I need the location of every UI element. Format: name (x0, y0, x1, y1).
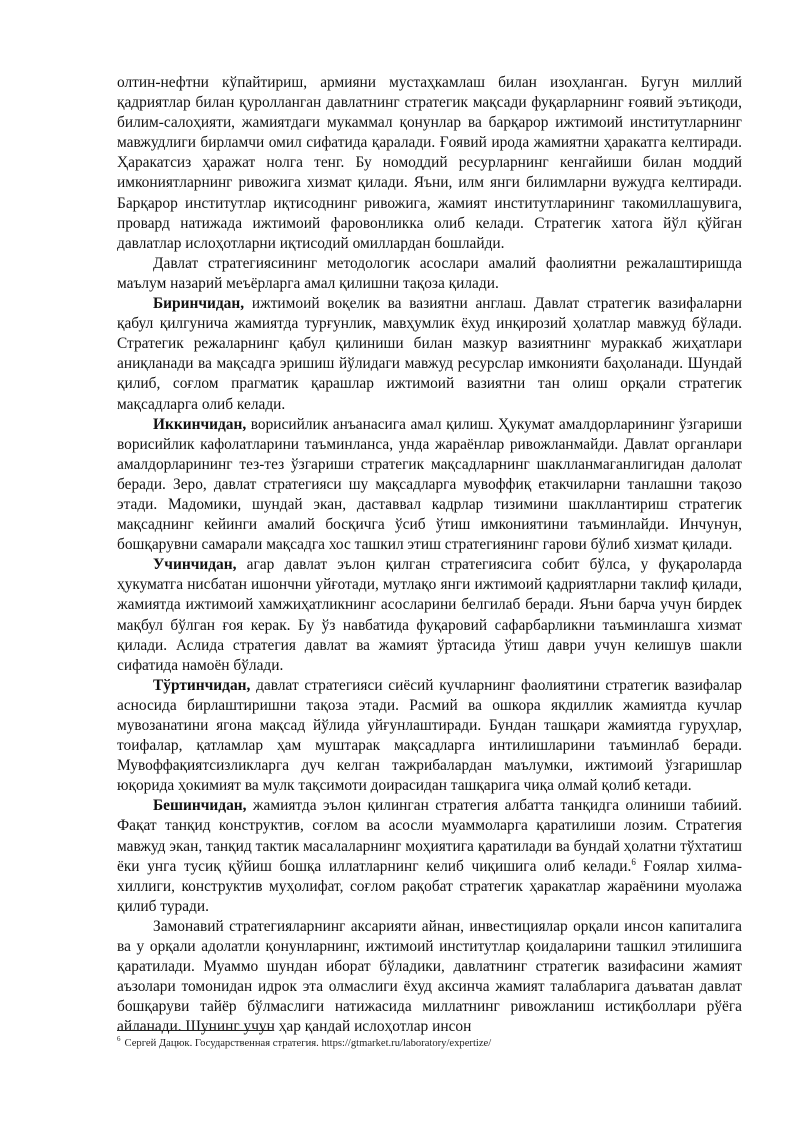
paragraph-text: жамиятда эълон қилинган стратегия албатта танқидга олиниши табиий. Фақат танқид конструктив, соғлом ва асосли муаммоларга қаратилиши лозим. Стратегия мавжуд экан, танқид тактик масалаларнинг моҳиятига қаратилади ва бундай ҳолатни тўхтатиш ёки унга тусиқ қўйиш бошқа иллатларнинг келиб чиқишига олиб келади. (117, 797, 742, 875)
paragraph-fourth (117, 676, 742, 797)
paragraph-lead: Биринчидан, (153, 295, 245, 313)
paragraph-lead: Бешинчидан, (153, 797, 247, 815)
footnote-separator (117, 1030, 272, 1031)
footnote-mark: 6 (117, 1035, 121, 1044)
paragraph-lead: Иккинчидан, (153, 415, 247, 433)
paragraph-text: давлат стратегияси сиёсий кучларнинг фаолиятини стратегик вазифалар асносида бирлаштиришни тақоза этади. Расмий ва ошкора якдиллик жамиятда кучлар мувозанатини ягона мақсад йўлида уйғунлаштиради. Бундан ташқари жамиятда гуруҳлар, тоифалар, қатламлар ҳам муштарак мақсадларга интилишларини таъминлаб беради. Мувоффақиятсизликларга дуч келган тажрибалардан маълумки, ижтимоий ўзгаришлар юқорида ҳокимият ва мулк тақсимоти доирасидан ташқарига чиқа олмай қолиб кетади. (117, 676, 742, 795)
footnote-reference[interactable]: 6 (631, 856, 636, 867)
paragraph-lead: Учинчидан, (153, 556, 237, 574)
body-text (117, 73, 742, 1038)
paragraph-8 (117, 917, 742, 1038)
paragraph-text-after-footnote: Ғоялар хилма-хиллиги, конструктив муҳолифат, соғлом рақобат стратегик ҳаракатлар жараёнини муолажа қилиб туради. (117, 857, 743, 915)
paragraph-2 (117, 254, 742, 294)
paragraph-1 (117, 73, 742, 254)
paragraph-text: Давлат стратегиясининг методологик асослари амалий фаолиятни режалаштиришда маълум назарий меъёрларга амал қилишни тақоза қилади. (117, 254, 742, 292)
paragraph-text: агар давлат эълон қилган стратегиясига собит бўлса, у фуқароларда ҳукуматга нисбатан ишончни уйғотади, мутлақо янги ижтимоий қадриятларни таклиф қилади, жамиятда ижтимоий хамжиҳатликнинг асосларини белгилаб беради. Яъни барча учун бирдек мақбул бўлган ғоя керак. Бу ўз навбатида фуқаровий сафарбарликни таъминлашга хизмат қилади. Аслида стратегия давлат ва жамият ўртасида ўтиш даври учун келишув шакли сифатида намоён бўлади. (117, 556, 742, 674)
paragraph-lead: Тўртинчидан, (153, 676, 251, 694)
paragraph-text: ворисийлик анъанасига амал қилиш. Ҳукумат амалдорларининг ўзгариши ворисийлик кафолатларини таъминланса, унда жараёнлар ривожланмайди. Давлат органлари амалдорларининг тез-тез ўзгариши стратегик мақсадларнинг шаклланмаганлигидан далолат беради. Зеро, давлат стратегияси шу мақсадларга мувоффиқ етакчиларни танлашни тақозо этади. Мадомики, шундай экан, даставвал кадрлар тизимини шакллантириш стратегик мақсаднинг кейинги амалий босқичга ўсиб ўтиш имкониятини таъминлайди. Инчунун, бошқарувни самарали мақсадга хос ташкил этиш стратегиянинг гарови бўлиб хизмат қилади. (117, 415, 742, 554)
paragraph-first (117, 294, 742, 415)
paragraph-fifth (117, 796, 742, 917)
footnote (117, 1037, 742, 1051)
footnote-text: Сергей Дацюк. Государственная стратегия. https://gtmarket.ru/laboratory/expertize/ (124, 1038, 492, 1049)
paragraph-third (117, 555, 742, 676)
paragraph-text: ижтимоий воқелик ва вазиятни англаш. Давлат стратегик вазифаларни қабул қилгунича жамиятда турғунлик, мавҳумлик ёхуд инқирозий ҳолатлар мавжуд бўлади. Стратегик режаларнинг қабул қилиниши билан мазкур вазиятнинг мураккаб жиҳатлари аниқланади ва мақсадга эришиш йўлидаги мавжуд ресурслар имконияти баҳоланади. Шундай қилиб, соғлом прагматик қарашлар ижтимоий вазиятни тан олиш орқали стратегик мақсадларга олиб келади. (117, 295, 742, 413)
paragraph-text: олтин-нефтни кўпайтириш, армияни мустаҳкамлаш билан изоҳланган. Бугун миллий қадриятлар билан қуролланган давлатнинг стратегик мақсади фуқарларнинг ғоявий эътиқоди, билим-салоҳияти, жамиятдаги мукаммал қонунлар ва барқарор ижтимоий институтларнинг мавжудлиги бирламчи омил сифатида қаралади. Ғоявий ирода жамиятни ҳаракатга келтиради. Ҳаракатсиз ҳаражат нолга тенг. Бу номоддий ресурларнинг кенгайиши билан моддий имкониятларнинг ривожига хизмат қилади. Яъни, илм янги билимларни вужудга келтиради. Барқарор институтлар иқтисоднинг ривожига, жамият институтларининг такомиллашувига, провард натижада ижтимоий фаровонликка олиб келади. Стратегик хатога йўл қўйган давлатлар ислоҳотларни иқтисодий омиллардан бошлайди. (117, 74, 742, 252)
paragraph-second (117, 415, 742, 556)
paragraph-text: Замонавий стратегияларнинг аксарияти айнан, инвестициялар орқали инсон капиталига ва у орқали адолатли қонунларнинг, ижтимоий институтлар қоидаларини ташкил этилишига қаратилади. Муаммо шундан иборат бўладики, давлатнинг стратегик вазифасини жамият аъзолари томонидан идрок эта олмаслиги ёхуд аксинча жамият талабларига даъватан давлат бошқаруви тайёр бўлмаслиги натижасида миллатнинг ривожланиш истиқболлари рўёга айланади. Шунинг учун ҳар қандай ислоҳотлар инсон (117, 917, 742, 1036)
